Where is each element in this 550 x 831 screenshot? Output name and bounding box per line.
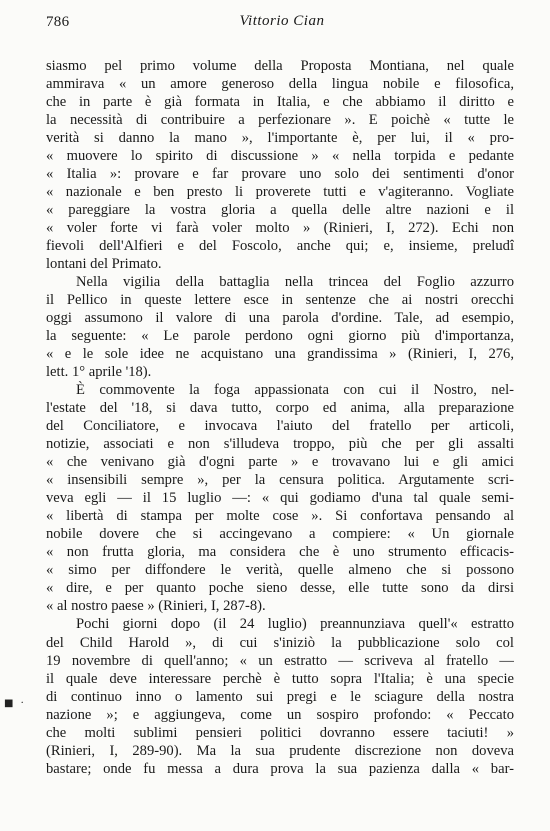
text-line: 19 novembre di quell'anno; « un estratto — scriveva al fratello —: [46, 652, 514, 669]
text-line: « e le sole idee ne acquistano una grandissima » (Rinieri, I, 276,: [46, 346, 514, 363]
text-line: lontani del Primato.: [46, 256, 162, 273]
text-line: « dire, e per quanto poche sieno desse, elle tutte sono da dirsi: [46, 580, 514, 597]
text-line: notizie, associati e non s'illudeva troppo, più che per gli assalti: [46, 436, 514, 453]
text-line: del Child Harold », di cui s'iniziò la pubblicazione solo col: [46, 634, 514, 651]
text-line: « non frutta gloria, ma considera che è uno strumento efficacis-: [46, 544, 514, 561]
text-line: l'estate del '18, si dava tutto, corpo ed anima, alla preparazione: [46, 400, 514, 417]
text-line: fievoli dell'Alfieri e del Foscolo, anche qui; e, insieme, preludî: [46, 238, 514, 255]
text-line: nobile dovere che si accingevano a compiere: « Un giornale: [46, 526, 514, 543]
text-line: siasmo pel primo volume della Proposta Montiana, nel quale: [46, 58, 514, 74]
text-line: del Conciliatore, e invocava l'aiuto del fratello per articoli,: [46, 418, 514, 435]
text-line: lett. 1° aprile '18).: [46, 364, 152, 381]
text-line: « insensibili sempre », per la censura politica. Argutamente scri-: [46, 472, 514, 489]
text-line: che molti sublimi pensieri politici dovranno essere taciuti! »: [46, 724, 514, 741]
text-line: nazione »; e aggiungeva, come un sospiro profondo: « Peccato: [46, 706, 514, 723]
text-line: che in parte è già formata in Italia, e che abbiamo il diritto e: [46, 94, 514, 111]
text-line: di continuo inno o lamento sui pregi e le sciagure della nostra: [46, 688, 514, 705]
text-line: (Rinieri, I, 289-90). Ma la sua prudente discrezione non doveva: [46, 742, 514, 759]
text-line: veva egli — il 15 luglio —: « qui godiamo d'una tal quale semi-: [46, 490, 514, 507]
text-line: il Pellico in queste lettere esce in sentenze che ai nostri orecchi: [46, 292, 514, 309]
text-line: « pareggiare la vostra gloria a quella delle altre nazioni e il: [46, 202, 514, 219]
text-line: « al nostro paese » (Rinieri, I, 287-8).: [46, 598, 266, 615]
text-line: Nella vigilia della battaglia nella trincea del Foglio azzurro: [76, 274, 514, 291]
body-text: [46, 57, 514, 778]
text-line: verità si danno la mano », l'importante è, per lui, il « pro-: [46, 130, 514, 147]
text-line: la seguente: « Le parole perdono ogni giorno più d'importanza,: [46, 328, 514, 345]
text-line: « Italia »: provare e far provare uno solo dei sentimenti d'onor: [46, 166, 514, 183]
text-line: « libertà di stampa per molte cose ». Si confortava pensando al: [46, 508, 514, 525]
text-line: oggi assumono il valore di una parola d'ordine. Tale, ad esempio,: [46, 310, 514, 327]
text-line: la necessità di contribuire a perfezionare ». E poichè « tutte le: [46, 112, 514, 129]
text-line: « che venivano già d'ogni parte » e trovavano lui e gli amici: [46, 454, 514, 471]
text-line: « muovere lo spirito di discussione » « nella torpida e pedante: [46, 148, 514, 165]
text-line: « nazionale e ben presto li proverete tutti e v'agiteranno. Vogliate: [46, 184, 514, 201]
text-line: « voler forte vi farà voler molto » (Rinieri, I, 272). Echi non: [46, 220, 514, 237]
page-header: [46, 12, 518, 36]
text-line: « simo per diffondere le verità, quelle almeno che si possono: [46, 562, 514, 579]
text-line: ammirava « un amore generoso della lingua nobile e filosofica,: [46, 76, 514, 93]
running-head: Vittorio Cian: [239, 13, 325, 29]
text-line: Pochi giorni dopo (il 24 luglio) preannunziava quell'« estratto: [76, 616, 514, 633]
page-number: 786: [46, 14, 70, 30]
margin-mark: ■ ·: [4, 698, 26, 709]
text-line: il quale deve interessare perchè è tutto sopra l'Italia; è una specie: [46, 670, 514, 687]
text-line: È commovente la foga appassionata con cui il Nostro, nel-: [76, 382, 514, 399]
text-line: bastare; onde fu messa a dura prova la sua pazienza dalla « bar-: [46, 760, 514, 777]
